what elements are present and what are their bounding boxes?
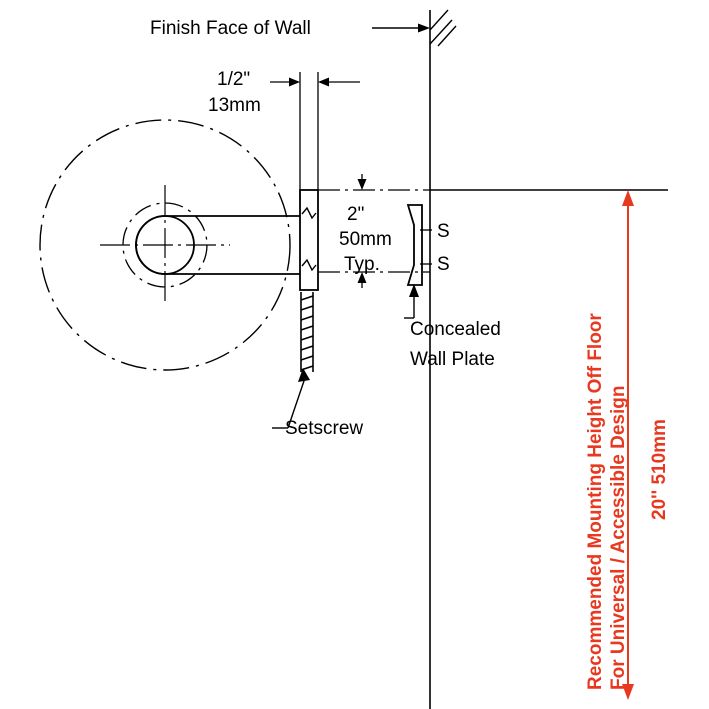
- dim-half-inch-label: 1/2": [217, 69, 251, 90]
- escutcheon: [300, 190, 318, 290]
- setscrew: [301, 292, 313, 372]
- wheelchair-accessible-icon: [603, 105, 639, 169]
- wall-hatch-ticks: [430, 10, 456, 46]
- center-marks: [100, 185, 230, 305]
- concealed-wall-plate: [408, 205, 422, 285]
- concealed-wall-plate-label-line2: Wall Plate: [410, 349, 495, 370]
- finish-face-leader: [372, 24, 430, 33]
- s-lower-label: S: [437, 254, 450, 275]
- s-upper-label: S: [437, 221, 450, 242]
- mounting-height-dimension-label: 20'' 510mm: [649, 419, 670, 520]
- dim-13mm-label: 13mm: [208, 95, 261, 116]
- mounting-height-label-line2: For Universal / Accessible Design: [608, 385, 629, 690]
- finish-face-label: Finish Face of Wall: [150, 18, 311, 39]
- dim-half-inch: [270, 72, 360, 200]
- dim-typ-label: Typ.: [344, 254, 380, 275]
- setscrew-label: Setscrew: [285, 418, 364, 439]
- concealed-wall-plate-label-line1: Concealed: [410, 319, 501, 340]
- mounting-height-label-line1: Recommended Mounting Height Off Floor: [585, 313, 606, 690]
- dim-2in-label: 2": [347, 204, 365, 225]
- wall-plate-leader: [404, 284, 419, 318]
- dim-50mm-label: 50mm: [339, 229, 392, 250]
